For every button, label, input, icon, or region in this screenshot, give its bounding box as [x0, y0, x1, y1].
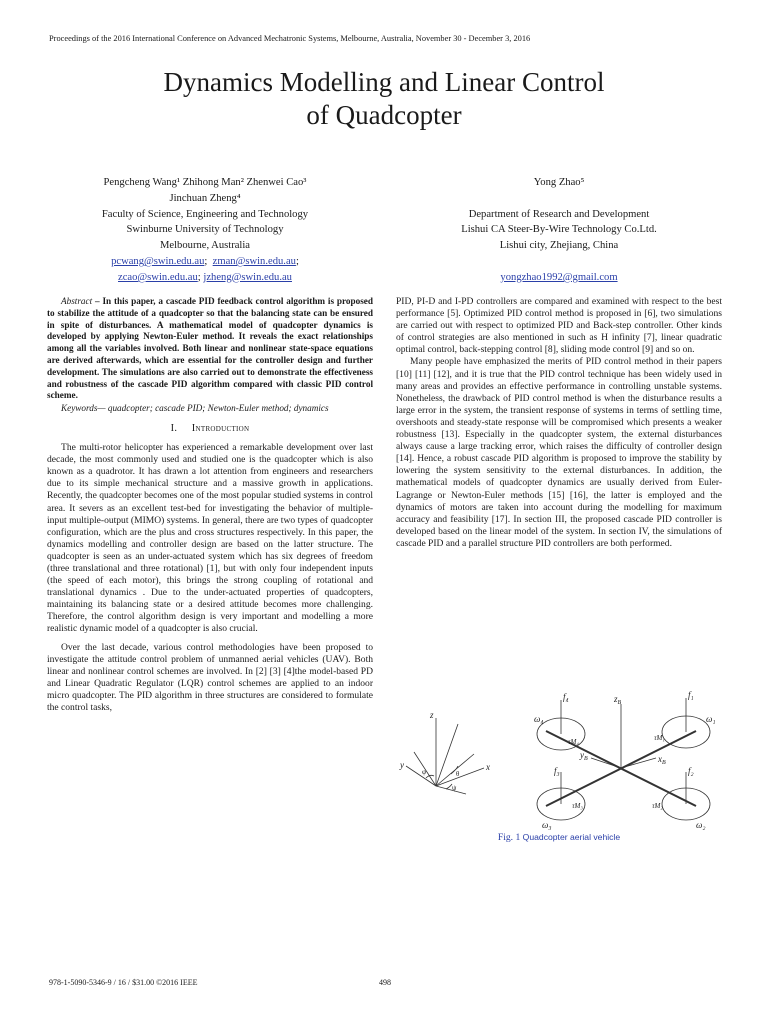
abstract: Abstract – In this paper, a cascade PID feedback control algorithm is proposed to stabilize the attitude of a quadcopter so that the balancing state can be ensured in spite of disturbances. A mathematical model of quadcopter dynamics is developed by applying Newton-Euler method. It reveals the exact relationships among all the variables involved. Both linear and nonlinear state-space equations are derived afterwards, which are essential for the controller design and further development. The simulations are also carried out to demonstrate the effectiveness and robustness of the cascade PID algorithm compared with classic PID control scheme.	[47, 296, 373, 401]
section-title: Introduction	[191, 422, 250, 434]
author-block-left	[40, 175, 370, 286]
left-column	[47, 296, 373, 714]
email-link-jzheng[interactable]: jzheng@swin.edu.au	[203, 271, 292, 283]
f2-label: f₂	[688, 766, 694, 776]
email-link-pcwang[interactable]: pcwang@swin.edu.au	[111, 255, 205, 267]
author-names: Pengcheng Wang¹ Zhihong Man² Zhenwei Cao³	[103, 177, 307, 188]
affiliation-location: Melbourne, Australia	[159, 240, 251, 252]
keywords: Keywords— quadcopter; cascade PID; Newton-Euler method; dynamics	[61, 403, 329, 414]
title-line-2: of Quadcopter	[306, 100, 462, 130]
body-yb-axis	[591, 758, 621, 768]
rotor-4	[534, 692, 585, 750]
figure-1	[396, 686, 722, 834]
affiliation-location: Lishui city, Zhejiang, China	[499, 240, 619, 252]
svg-text:xB	[657, 754, 666, 766]
section-number: I.	[170, 422, 178, 434]
f4-label: f₄	[563, 692, 569, 702]
quadcopter-body	[546, 694, 696, 806]
figure-caption-text: Quadcopter aerial vehicle	[522, 832, 621, 842]
intro-paragraph-1: The multi-rotor helicopter has experienced a remarkable development over last decade, the most commonly used and studied one is the quadcopter which is also known as a quadrotor. It has drawn a lot attention from engineers and researchers due to its simple mechanical structure and a massive growth in applications. Recently, the quadcopter becomes one of the most popular studied systems in control area. It severs as an excellent test-bed for investigating the behavior of multiple-input multiple-output (MIMO) systems. In general, there are two types of quadcopter configuration, which are the plus and cross structures respectively. In this paper, the dynamics modelling and controller design are based on the latter structure. The quadcopter is seen as an under-actuated system which has six degrees of freedom (three translational and three rotational) [1], but with only four independent inputs (the speed of each motor), this brings the strong coupling of rotational and translational dynamics . Due to the under-actuated properties of quadcopters, maintaining its balancing state or a desired attitude becomes more challenging. Therefore, the control algorithm design is very important and modelling a more realistic dynamic model of a quadcopter is also crucial.	[47, 442, 373, 635]
intro-paragraph-4: Many people have emphasized the merits of PID control method in their papers [10] [11] [12], and it is true that the PID control technique has been widely used in many areas and provides an effective performance in controlling unstable systems. Nonetheless, the drawback of PID control method is when the disturbance results a large error in the system, the transient response of systems in terms of settling time, overshoots and steady-state response will be compromised which presents a weaker robustness [13]. Especially in the quadcopter system, the external disturbances always cause a large tracking error, which raises the difficulty of controller design [14]. Hence, a robust cascade PID algorithm is proposed to improve the stability by lowering the system sensitivity to the external disturbances. In addition, the mathematical models of quadcopter dynamics are usually derived from Euler-Lagrange or Newton-Euler methods [15] [16], the latter is employed and the dynamics of motors are taken into account during the modelling for maximum accuracy and feasibility [17]. In section III, the proposed cascade PID controller is developed based on the linear model of the system. In section IV, the simulations of cascade PID and a parallel structure PID controllers are both performed.	[396, 356, 722, 549]
f1-label: f₁	[688, 690, 694, 700]
paper-title	[0, 66, 768, 132]
axis-z-label: z	[430, 710, 434, 720]
figure-caption	[396, 832, 722, 843]
tm1-label: τM₁	[654, 734, 665, 742]
affiliation-company: Lishui CA Steer-By-Wire Technology Co.Ltd.	[461, 224, 657, 236]
theta-label: θ	[456, 770, 460, 778]
body-yb-sub: B	[584, 756, 588, 762]
author-block-right	[394, 175, 724, 286]
body-zb-label: z	[614, 694, 618, 704]
email-row-1: pcwang@swin.edu.au; zman@swin.edu.au;	[111, 255, 299, 267]
w4-label: ω₄	[534, 714, 544, 724]
intro-paragraph-3: PID, PI-D and I-PD controllers are compared and examined with respect to the best performance [5]. Optimized PID control method is proposed in [6], two simulations are carried out with respect to optimized PID and Back-step controller. Other kinds of control strategies are also mentioned in such as H infinity [7], linear quadratic optimal control, back-stepping control [8], sliding mode control [9] and so on.	[396, 296, 722, 356]
tm3-label: τM₃	[572, 802, 583, 810]
tm2-label: τM₂	[652, 802, 663, 810]
w3-label: ω₃	[542, 820, 552, 830]
rotor-1	[654, 690, 715, 748]
inertial-frame	[399, 710, 490, 794]
w1-label: ω₁	[706, 714, 716, 724]
email-row-2: zcao@swin.edu.au; jzheng@swin.edu.au	[118, 271, 292, 283]
inertial-x-axis	[436, 768, 484, 786]
email-link-zman[interactable]: zman@swin.edu.au	[212, 255, 296, 267]
yaw-line	[436, 786, 466, 794]
abstract-label: Abstract	[61, 296, 93, 306]
abstract-text: In this paper, a cascade PID feedback control algorithm is proposed to stabilize the attitude of a quadcopter so that the balancing state can be ensured in spite of disturbances. A mathematical model of quadcopter dynamics is developed by applying Newton-Euler method. It reveals the exact relationships among all the variables involved. Both linear and nonlinear state-space equations are derived afterwards, which are essential for the controller design and further development. The simulations are also carried out to demonstrate the effectiveness and robustness of the cascade PID algorithm compared with classic PID control scheme.	[47, 296, 373, 401]
phi-label: φ	[422, 768, 427, 776]
section-heading	[47, 423, 373, 435]
body-yb-label: y	[580, 750, 584, 760]
rotor-3	[537, 766, 585, 830]
intro-paragraph-2: Over the last decade, various control methodologies have been proposed to investigate the attitude control problem of unmanned aerial vehicles (UAV). Both linear and nonlinear control schemes are involved. In [2] [3] [4]the model-based PD and Linear Quadratic Regulator (LQR) control schemes are applied to an indoor micro quadcopter. The PID algorithm in three structures are considered to formulate the control tasks,	[47, 641, 373, 714]
body-zb-sub: B	[617, 700, 622, 706]
axis-x-label: x	[486, 762, 490, 772]
footer-isbn: 978-1-5090-5346-9 / 16 / $31.00 ©2016 IEEE	[49, 978, 198, 987]
email-link-yongzhao[interactable]: yongzhao1992@gmail.com	[500, 271, 618, 283]
svg-text:zB	[613, 694, 622, 706]
author-names-2: Jinchuan Zheng⁴	[169, 192, 241, 204]
right-column	[396, 296, 722, 550]
tm4-label: τM₄	[568, 738, 579, 746]
title-line-1: Dynamics Modelling and Linear Control	[163, 67, 605, 97]
f3-label: f₃	[554, 766, 560, 776]
w2-label: ω₂	[696, 820, 706, 830]
body-xb-label: x	[658, 754, 662, 764]
axis-y-label: y	[400, 760, 404, 770]
conference-header: Proceedings of the 2016 International Conference on Advanced Mechatronic Systems, Melbourne, Australia, November 30 - December 3, 2016	[49, 34, 531, 43]
figure-label: Fig. 1	[497, 832, 521, 843]
body-xb-sub: B	[662, 760, 666, 766]
email-link-zcao[interactable]: zcao@swin.edu.au	[118, 271, 198, 283]
inertial-y-axis	[406, 766, 436, 786]
affiliation-university: Swinburne University of Technology	[126, 224, 284, 236]
affiliation-faculty: Faculty of Science, Engineering and Technology	[101, 208, 309, 220]
author-name: Yong Zhao⁵	[533, 177, 585, 188]
quadcopter-diagram	[396, 686, 722, 834]
affiliation-department: Department of Research and Development	[468, 208, 650, 220]
footer-page-number: 498	[379, 978, 391, 987]
psi-label: ψ	[452, 784, 457, 792]
